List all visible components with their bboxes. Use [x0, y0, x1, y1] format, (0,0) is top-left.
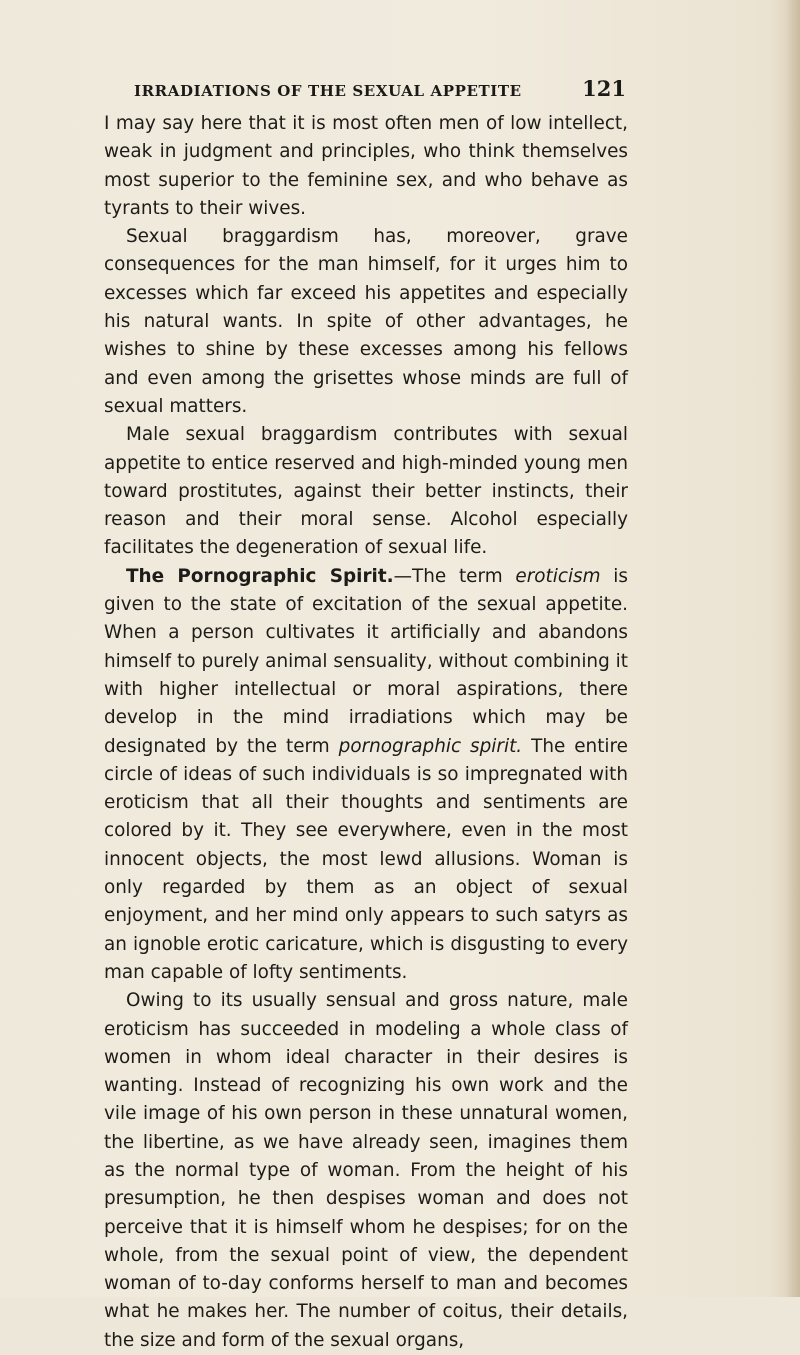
running-head: IRRADIATIONS OF THE SEXUAL APPETITE: [134, 82, 522, 100]
term-pornographic-spirit: pornographic spirit.: [338, 735, 523, 757]
paragraph-5: Owing to its usually sensual and gross nature, male eroticism has succeeded in modeling a whole class of women in whom ideal character in their desires is wanting. Instead of recognizing his own work and the vile image of his own person in these unnatural women, the libertine, as we have already seen, imagines them as the normal type of woman. From the height of his presumption, he then despises woman and does not perceive that it is himself whom he despises; for on the whole, from the sexual point of view, the dependent woman of to-day conforms herself to man and becomes what he makes her. The number of coitus, their details, the size and form of the sexual organs,: [104, 990, 628, 1351]
paragraph-4-text-2: is given to the state of excitation of the sexual appetite. When a person cultivates it artificially and abandons himself to purely animal sensuality, without combining it with higher intellectual or moral aspirations, there develop in the mind irradiations which may be designated by the term: [104, 565, 629, 757]
page-header: [134, 76, 626, 106]
body-text: [104, 110, 628, 1355]
page-number: 121: [582, 76, 626, 101]
paragraph-1: I may say here that it is most often men of low intellect, weak in judgment and principles, who think themselves most superior to the feminine sex, and who behave as tyrants to their wives.: [104, 113, 628, 219]
paragraph-3: Male sexual braggardism contributes with sexual appetite to entice reserved and high-minded young men toward prostitutes, against their better instincts, their reason and their moral sense. Alcohol especially facilitates the degeneration of sexual life.: [104, 424, 628, 559]
paragraph-2: Sexual braggardism has, moreover, grave consequences for the man himself, for it urges him to excesses which far exceed his appetites and especially his natural wants. In spite of other advantages, he wishes to shine by these excesses among his fellows and even among the grisettes whose minds are full of sexual matters.: [104, 226, 628, 417]
section-heading: The Pornographic Spirit.: [126, 565, 394, 587]
page-edge-shadow: [786, 0, 800, 1297]
paragraph-4-text-3: The entire circle of ideas of such individuals is so impregnated with eroticism that all their thoughts and sentiments are colored by it. They see everywhere, even in the most innocent objects, the most lewd allusions. Woman is only regarded by them as an object of sexual enjoyment, and her mind only appears to such satyrs as an ignoble erotic caricature, which is disgusting to every man capable of lofty sentiments.: [104, 735, 628, 983]
paragraph-4: [104, 563, 628, 987]
paragraph-4-text-1: —The term: [393, 565, 516, 587]
term-eroticism: eroticism: [515, 565, 601, 587]
